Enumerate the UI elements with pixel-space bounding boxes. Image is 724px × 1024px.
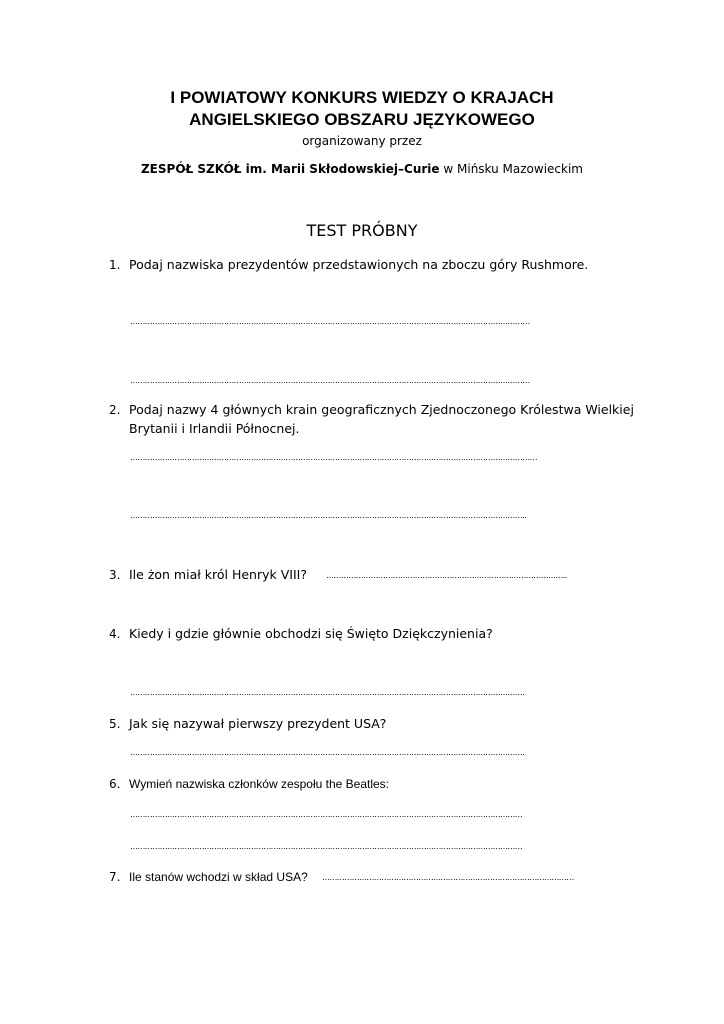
question-5-text: Jak się nazywał pierwszy prezydent USA? — [129, 716, 387, 731]
question-7-answer-line[interactable]: ………………………………………………………………………………………… — [322, 873, 574, 882]
question-7-text: Ile stanów wchodzi w skład USA? — [129, 870, 308, 884]
question-7-number: 7. — [109, 870, 121, 884]
question-4-text: Kiedy i gdzie głównie obchodzi się Święto Dziękczynienia? — [129, 626, 493, 641]
school-name-bold: ZESPÓŁ SZKÓŁ im. Marii Skłodowskiej–Curie — [140, 162, 440, 176]
question-2-text-line2: Brytanii i Irlandii Północnej. — [129, 421, 300, 436]
test-title: TEST PRÓBNY — [306, 221, 418, 240]
school-name — [0, 162, 724, 176]
question-1-answer-line-1[interactable]: ……………………………………………………………………………………………………………………………………………… — [130, 317, 530, 326]
question-5-number: 5. — [109, 717, 121, 731]
question-2-text-line1: Podaj nazwy 4 głównych krain geograficznych Zjednoczonego Królestwa Wielkiej — [129, 402, 634, 417]
question-3-answer-line[interactable]: …………………………………………………………………………………….. — [326, 571, 567, 580]
question-4-number: 4. — [109, 627, 121, 641]
contest-title-line1: I POWIATOWY KONKURS WIEDZY O KRAJACH — [170, 88, 554, 107]
question-1-number: 1. — [109, 258, 121, 272]
question-6-answer-line-1[interactable]: …………………………………………………………………………………………………………………………………………… — [130, 810, 523, 819]
question-2-number: 2. — [109, 403, 121, 417]
question-2-answer-line-1[interactable]: ………………………………………………………………………………………………………………………………………………… — [130, 453, 538, 462]
question-4-answer-line[interactable]: ……………………………………………………………………………………………………………………………………………. — [130, 688, 525, 697]
contest-title-line2: ANGIELSKIEGO OBSZARU JĘZYKOWEGO — [189, 110, 535, 129]
question-3-number: 3. — [109, 568, 121, 582]
organized-by-label: organizowany przez — [302, 134, 422, 148]
question-3-text: Ile żon miał król Henryk VIII? — [129, 567, 307, 582]
question-1-text: Podaj nazwiska prezydentów przedstawionych na zboczu góry Rushmore. — [129, 257, 589, 272]
school-location: w Mińsku Mazowieckim — [439, 162, 583, 176]
question-6-text: Wymień nazwiska członków zespołu the Beatles: — [129, 777, 390, 791]
question-5-answer-line[interactable]: ……………………………………………………………………………………………………………………………………………. — [130, 748, 525, 757]
question-2-answer-line-2[interactable]: …………………………………………………………………………………………………………………………………………….. — [130, 511, 527, 520]
question-6-number: 6. — [109, 777, 121, 791]
question-6-answer-line-2[interactable]: …………………………………………………………………………………………………………………………………………… — [130, 842, 523, 851]
question-1-answer-line-2[interactable]: ……………………………………………………………………………………………………………………………………………… — [130, 376, 530, 385]
